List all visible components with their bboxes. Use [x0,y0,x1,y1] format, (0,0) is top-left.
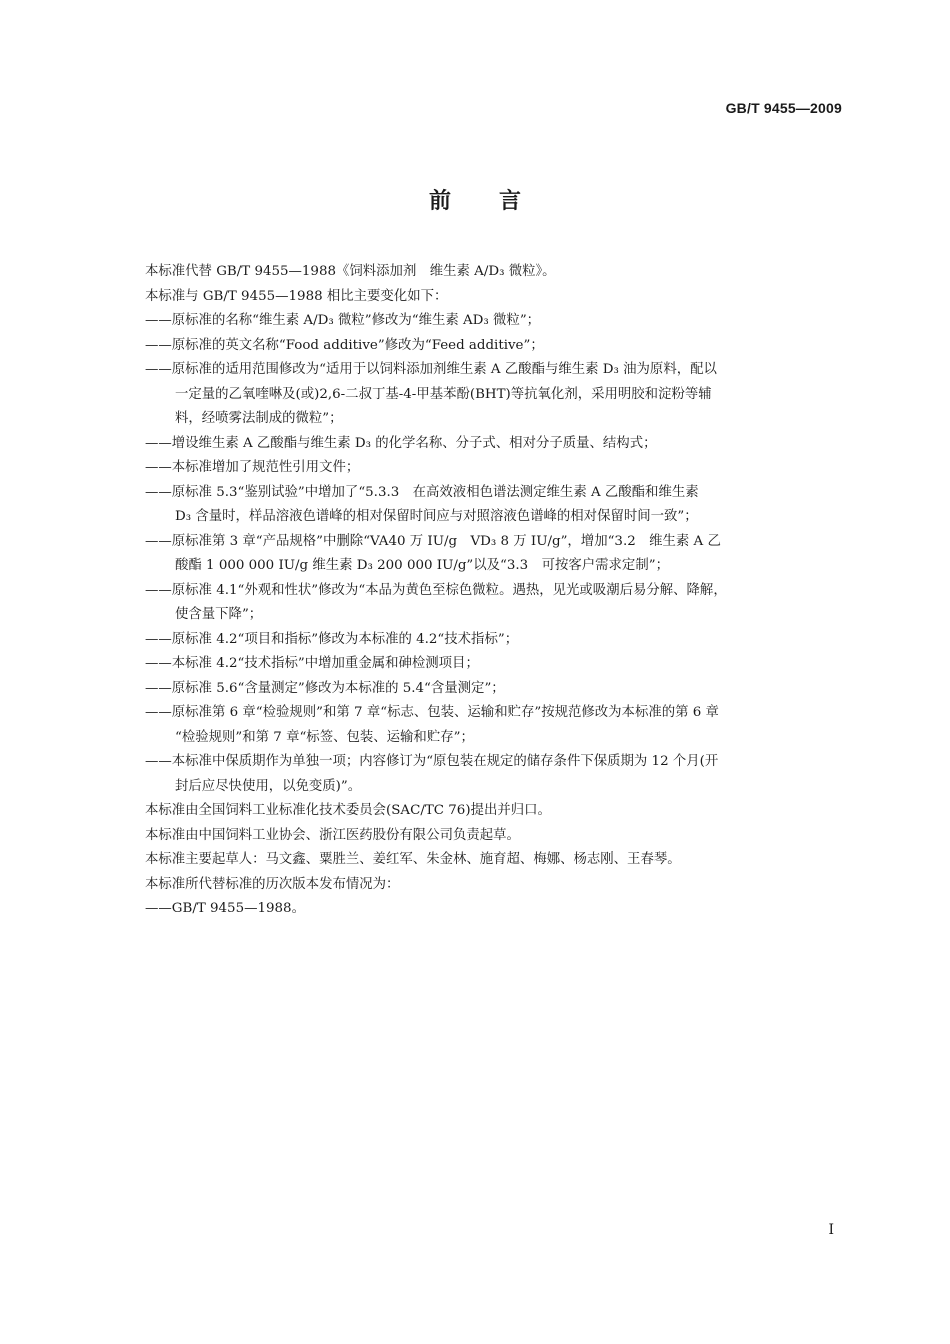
page-title: 前言 [428,189,569,214]
paragraph: 本标准与 GB/T 9455—1988 相比主要变化如下： [145,288,448,304]
text-line-continuation: 料，经喷雾法制成的微粒”； [175,411,343,426]
list-item: ——原标准 5.6“含量测定”修改为本标准的 5.4“含量测定”； [145,680,505,696]
list-item: ——原标准 5.3“鉴别试验”中增加了“5.3.3 在高效液相色谱法测定维生素 A 乙酸酯和维生素 [145,484,699,500]
list-item: ——本标准中保质期作为单独一项；内容修订为“原包装在规定的储存条件下保质期为 12 个月(开 [145,754,719,769]
list-item: ——原标准的适用范围修改为“适用于以饲料添加剂维生素 A 乙酸酯与维生素 D₃ 油为原料，配以 [145,362,717,377]
text-line-continuation: 使含量下降”； [175,607,263,622]
list-item: ——原标准的英文名称“Food additive”修改为“Feed additive”； [145,337,544,353]
list-item: ——原标准的名称“维生素 A/D₃ 微粒”修改为“维生素 AD₃ 微粒”； [145,313,541,328]
list-item: ——GB/T 9455—1988。 [145,901,305,916]
paragraph: 本标准所代替标准的历次版本发布情况为： [145,876,400,892]
paragraph: 本标准主要起草人：马文鑫、粟胜兰、姜红军、朱金林、施育超、梅娜、杨志刚、王春琴。 [145,852,681,867]
list-item: ——原标准第 6 章“检验规则”和第 7 章“标志、包装、运输和贮存”按规范修改为本标准的第 6 章 [145,705,719,720]
text-line-continuation: D₃ 含量时，样品溶液色谱峰的相对保留时间应与对照溶液色谱峰的相对保留时间一致”； [175,509,698,524]
paragraph: 本标准由全国饲料工业标准化技术委员会(SAC/TC 76)提出并归口。 [145,803,551,818]
list-item: ——本标准 4.2“技术指标”中增加重金属和砷检测项目； [145,656,479,671]
standard-code: GB/T 9455—2009 [725,100,842,116]
foreword-body [145,260,845,922]
list-item: ——本标准增加了规范性引用文件； [145,460,360,475]
paragraph: 本标准代替 GB/T 9455—1988《饲料添加剂 维生素 A/D₃ 微粒》。 [145,264,556,279]
text-line-continuation: 封后应尽快使用，以免变质)”。 [175,778,362,794]
page-number: I [828,1222,834,1238]
text-line-continuation: “检验规则”和第 7 章“标签、包装、运输和贮存”； [175,729,474,745]
text-line-continuation: 一定量的乙氧喹啉及(或)2,6-二叔丁基-4-甲基苯酚(BHT)等抗氧化剂，采用明胶和淀粉等辅 [175,386,712,402]
list-item: ——原标准 4.1“外观和性状”修改为“本品为黄色至棕色微粒。遇热，见光或吸潮后易分解、降解， [145,582,727,598]
paragraph: 本标准由中国饲料工业协会、浙江医药股份有限公司负责起草。 [145,827,520,843]
list-item: ——增设维生素 A 乙酸酯与维生素 D₃ 的化学名称、分子式、相对分子质量、结构式； [145,435,657,451]
text-line-continuation: 酸酯 1 000 000 IU/g 维生素 D₃ 200 000 IU/g”以及“3.3 可按客户需求定制”； [175,558,669,573]
list-item: ——原标准第 3 章“产品规格”中删除“VA40 万 IU/g VD₃ 8 万 IU/g”，增加“3.2 维生素 A 乙 [145,533,721,549]
list-item: ——原标准 4.2“项目和指标”修改为本标准的 4.2“技术指标”； [145,631,519,647]
